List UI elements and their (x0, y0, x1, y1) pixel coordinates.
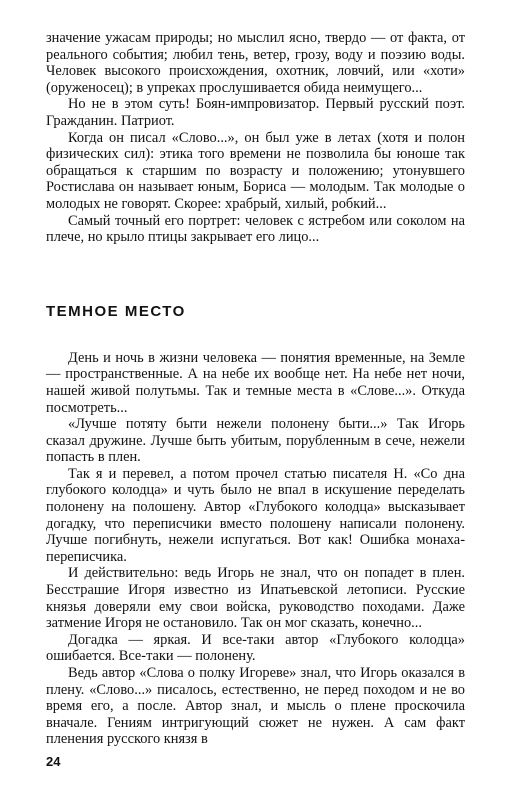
paragraph: День и ночь в жизни человека — понятия временные, на Земле — пространственные. А на небе их вообще нет. На небе нет ночи, нашей живой полутьмы. Так и темные места в «Слове...». Откуда посмотреть... (46, 349, 465, 416)
paragraph: Самый точный его портрет: человек с ястребом или соколом на плече, но крыло птицы закрывает его лицо... (46, 212, 465, 246)
section-heading: ТЕМНОЕ МЕСТО (46, 302, 186, 320)
paragraph: И действительно: ведь Игорь не знал, что он попадет в плен. Бесстрашие Игоря известно из Ипатьевской летописи. Русские князья доверяли ему свои войска, руководство походами. Даже затмение Игоря не остановило. Так он мог сказать, конечно... (46, 565, 465, 632)
dark-place-section (46, 350, 465, 748)
paragraph: Когда он писал «Слово...», он был уже в летах (хотя и полон физических сил): этика того времени не позволила бы юноше так обращаться к старшим по возрасту и положению; утонувшего Ростислава он называет юным, Бориса — молодым. Так молодые о молодых не говорят. Скорее: храбрый, хилый, робкий... (46, 129, 465, 212)
paragraph: значение ужасам природы; но мыслил ясно, твердо — от факта, от реального события; любил тень, ветер, грозу, воду и поэзию воды. Человек высокого происхождения, охотник, ловчий, или «хоти» (оруженосец); в упреках прослушивается обида неимущего... (46, 30, 465, 96)
page-number: 24 (46, 754, 61, 769)
intro-section (46, 30, 465, 246)
paragraph: Но не в этом суть! Боян-импровизатор. Первый русский поэт. Гражданин. Патриот. (46, 96, 465, 129)
paragraph: Ведь автор «Слова о полку Игореве» знал, что Игорь оказался в плену. «Слово...» писалось, естественно, не перед походом и не во время его, а после. Автор знал, и мысль о плене проскочила вначале. Гениям интригующий сюжет не нужен. А сам факт пленения русского князя в (46, 665, 465, 748)
paragraph: Догадка — яркая. И все-таки автор «Глубокого колодца» ошибается. Все-таки — полонену. (46, 631, 465, 665)
paragraph: «Лучше потяту быти нежели полонену быти...» Так Игорь сказал дружине. Лучше быть убитым, порубленным в сече, нежели попасть в плен. (46, 416, 465, 466)
paragraph: Так я и перевел, а потом прочел статью писателя Н. «Со дна глубокого колодца» и чуть было не впал в искушение переделать полонену на полошену. Автор «Глубокого колодца» высказывает догадку, что переписчики вместо полошену написали полонену. Лучше погибнуть, нежели испугаться. Вот как! Ошибка монаха-переписчика. (46, 465, 465, 565)
